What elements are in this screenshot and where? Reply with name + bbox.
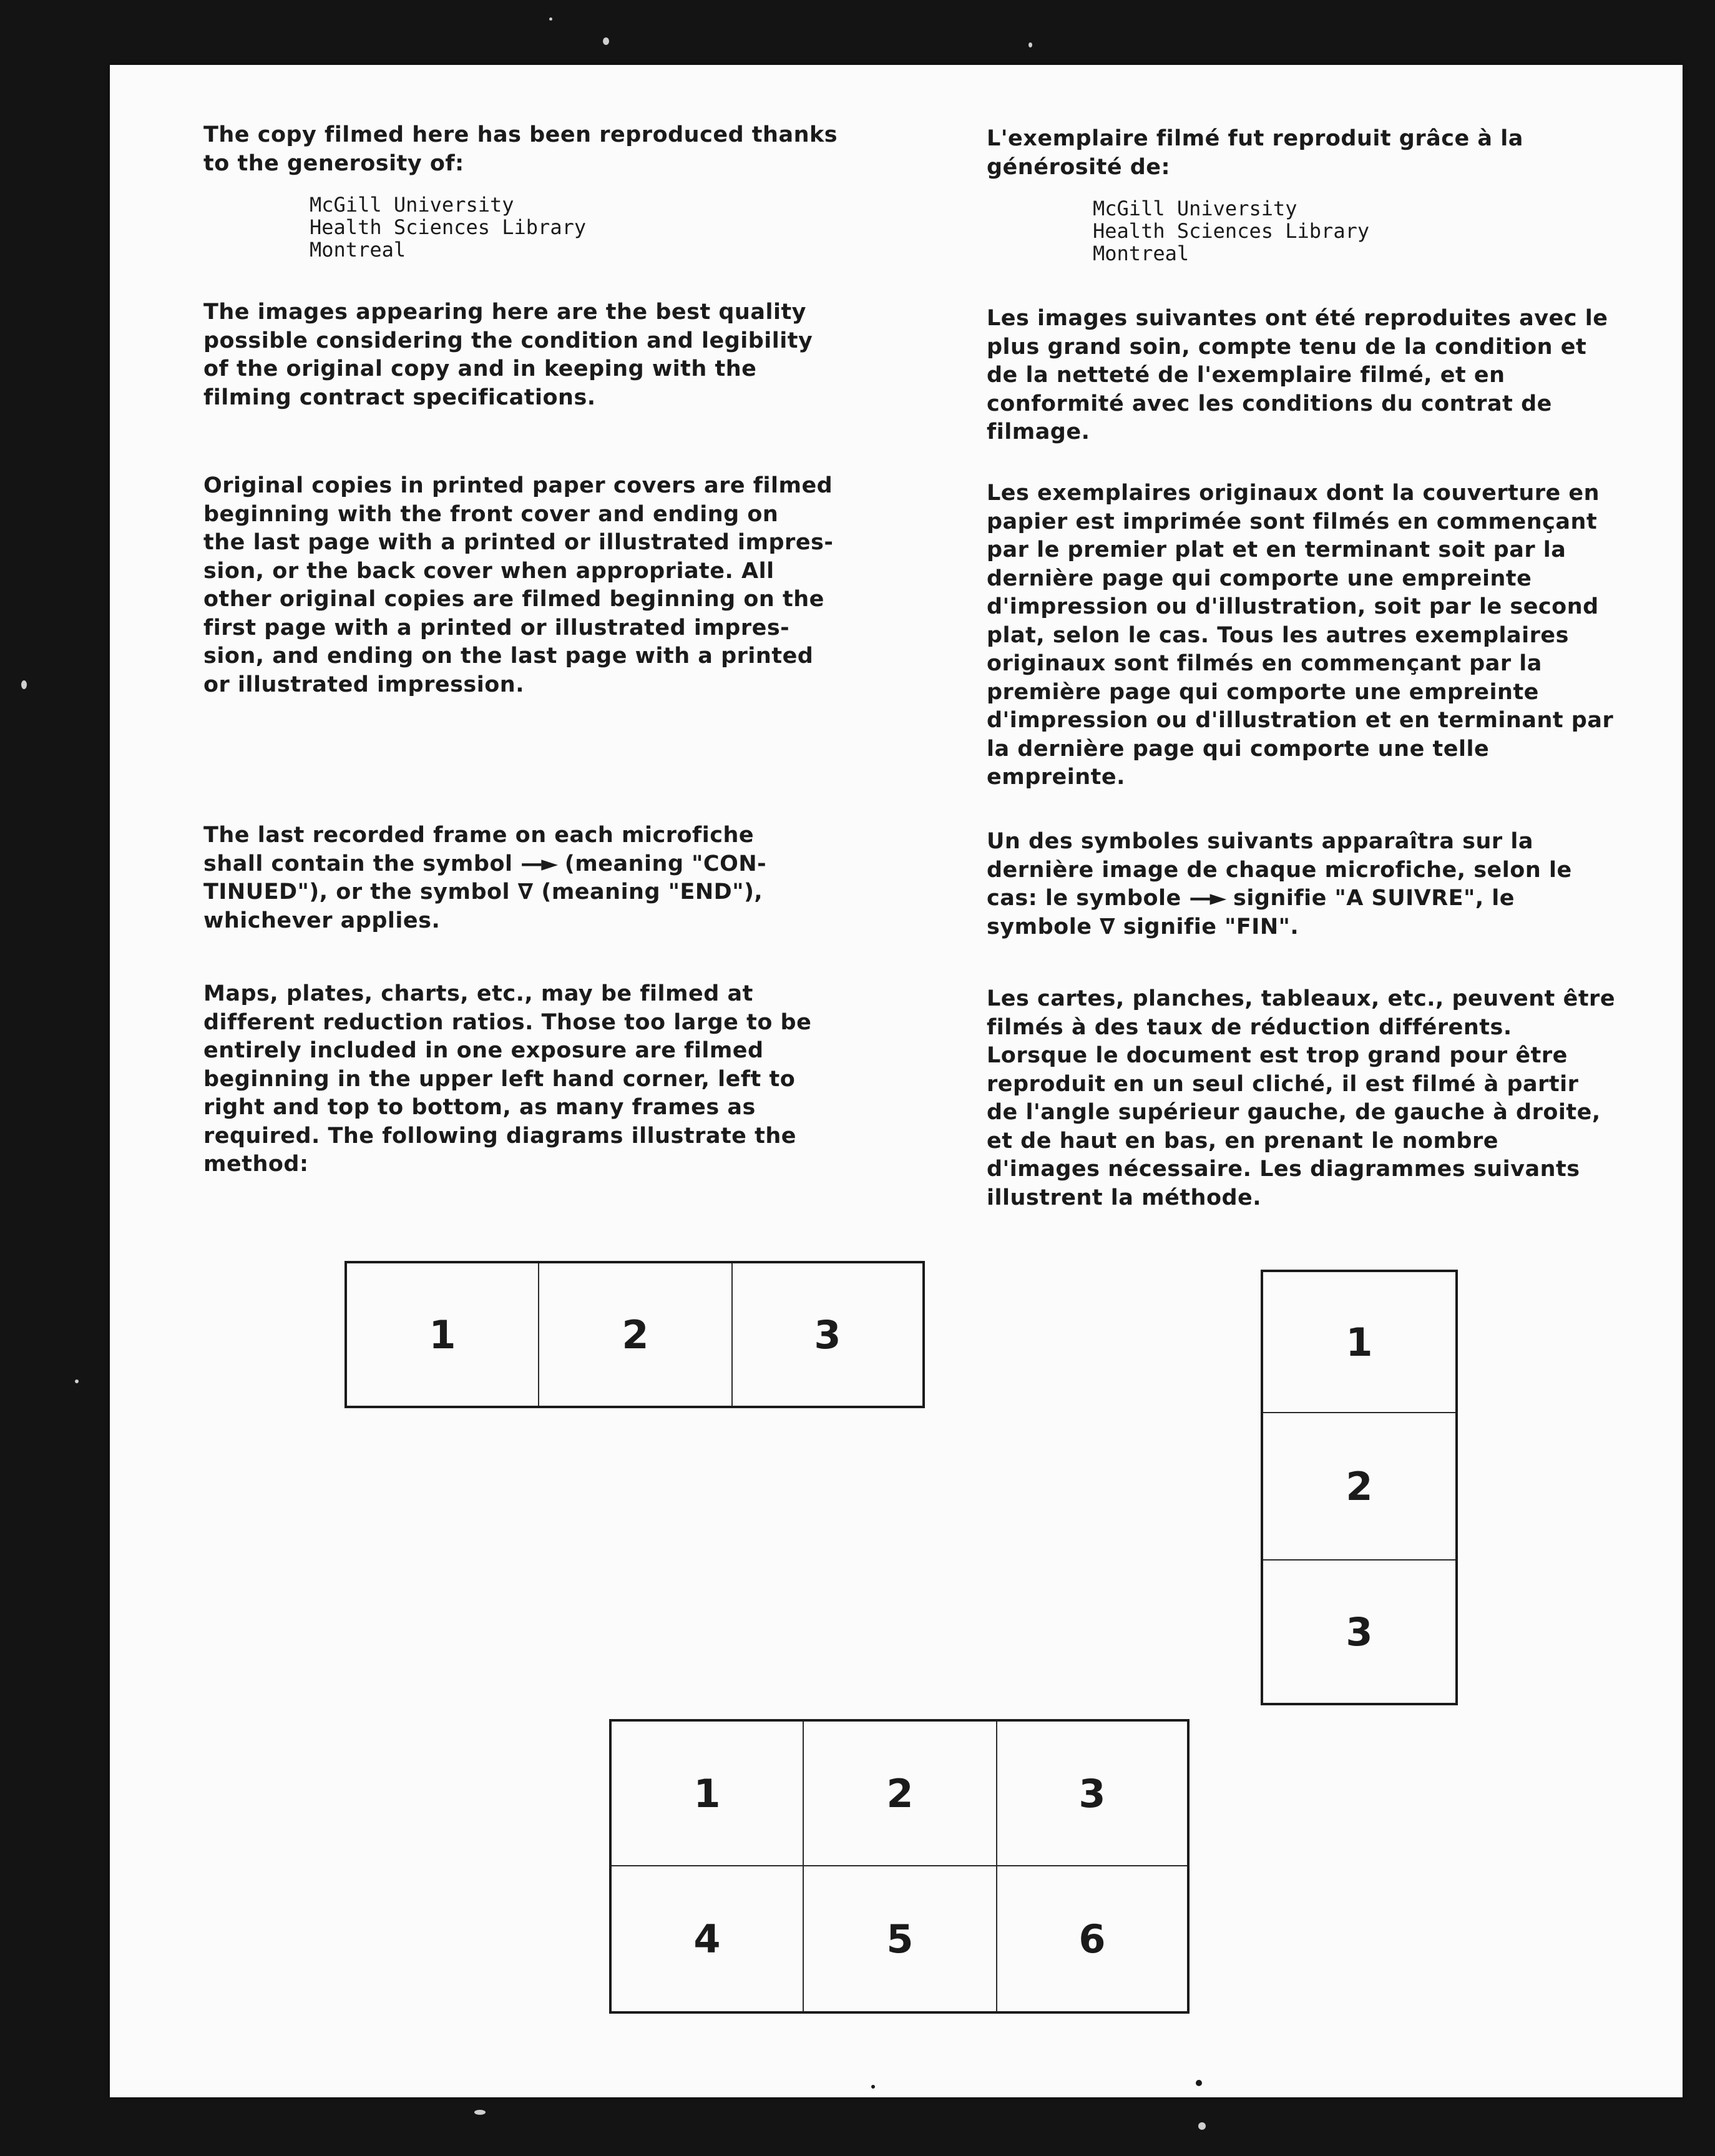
frame-cell: 5 xyxy=(886,1916,914,1962)
text-line: beginning in the upper left hand corner, left to xyxy=(203,1066,796,1092)
en-paragraph-2 xyxy=(203,298,952,412)
text-line: empreinte. xyxy=(987,765,1125,790)
text-line: plus grand soin, compte tenu de la condition et xyxy=(987,334,1587,360)
frame-cell: 1 xyxy=(429,1311,456,1358)
text-line: de l'angle supérieur gauche, de gauche à droite, xyxy=(987,1100,1601,1125)
text-line: d'images nécessaire. Les diagrammes suivants xyxy=(987,1157,1580,1182)
text-line: Original copies in printed paper covers are filmed xyxy=(203,473,833,498)
frame-cell: 1 xyxy=(693,1770,721,1816)
text-line: Un des symboles suivants apparaîtra sur la xyxy=(987,829,1533,854)
text-fragment: shall contain the symbol xyxy=(203,851,521,876)
fr-paragraph-2 xyxy=(987,305,1673,447)
frame-cell: 3 xyxy=(1078,1770,1106,1816)
text-line: Les images suivantes ont été reproduites avec le xyxy=(987,306,1608,331)
text-line: required. The following diagrams illustrate the xyxy=(203,1123,796,1149)
text-line: conformité avec les conditions du contrat de xyxy=(987,391,1552,416)
text-line: Maps, plates, charts, etc., may be filmed at xyxy=(203,981,753,1006)
end-triangle-icon: ∇ xyxy=(517,880,534,904)
end-triangle-icon: ∇ xyxy=(1100,914,1116,939)
text-line: Health Sciences Library xyxy=(310,215,587,239)
diagram-two-by-three-grid xyxy=(609,1719,1190,2014)
en-paragraph-5 xyxy=(203,980,952,1179)
text-line: right and top to bottom, as many frames as xyxy=(203,1095,756,1120)
text-line: The images appearing here are the best quality xyxy=(203,300,806,325)
text-line: plat, selon le cas. Tous les autres exemplaires xyxy=(987,622,1569,648)
fr-paragraph-4 xyxy=(987,828,1673,941)
scan-speck xyxy=(1196,2080,1202,2086)
text-line xyxy=(987,884,1673,913)
text-line: par le premier plat et en terminant soit par la xyxy=(987,537,1566,562)
text-line: papier est imprimée sont filmés en commençant xyxy=(987,509,1598,534)
text-line: originaux sont filmés en commençant par la xyxy=(987,651,1542,676)
en-paragraph-1 xyxy=(203,121,952,178)
text-line: sion, and ending on the last page with a printed xyxy=(203,644,814,669)
frame-cell: 3 xyxy=(1346,1609,1373,1655)
text-line: The last recorded frame on each microfiche xyxy=(203,823,755,848)
text-line: la dernière page qui comporte une telle xyxy=(987,736,1490,762)
scan-speck xyxy=(21,680,27,689)
text-line: de la netteté de l'exemplaire filmé, et en xyxy=(987,363,1505,388)
text-line: Les exemplaires originaux dont la couverture en xyxy=(987,481,1600,506)
frame-cell: 1 xyxy=(1346,1319,1373,1365)
text-line: McGill University xyxy=(310,193,514,217)
en-institution xyxy=(203,194,952,261)
text-line: different reduction ratios. Those too large to be xyxy=(203,1009,812,1035)
text-line: Les cartes, planches, tableaux, etc., peuvent être xyxy=(987,986,1616,1011)
microfiche-notice-page xyxy=(110,65,1683,2097)
text-line: beginning with the front cover and ending on xyxy=(203,501,779,527)
frame-cell: 3 xyxy=(814,1311,841,1358)
text-line: entirely included in one exposure are filmed xyxy=(203,1038,764,1063)
text-line: L'exemplaire filmé fut reproduit grâce à la xyxy=(987,126,1523,151)
text-line xyxy=(987,913,1673,942)
scan-speck xyxy=(474,2110,486,2115)
text-line xyxy=(203,878,952,907)
text-line: of the original copy and in keeping with the xyxy=(203,356,757,381)
continued-arrow-icon: —► xyxy=(1189,886,1226,911)
text-line: d'impression ou d'illustration et en terminant par xyxy=(987,708,1614,733)
text-line: dernière page qui comporte une empreinte xyxy=(987,566,1532,591)
text-line: filmage. xyxy=(987,419,1090,444)
text-line: or illustrated impression. xyxy=(203,672,524,697)
continued-arrow-icon: —► xyxy=(520,851,557,876)
text-line: d'impression ou d'illustration, soit par le second xyxy=(987,594,1599,619)
scan-speck xyxy=(75,1379,79,1383)
text-line: McGill University xyxy=(1093,197,1297,220)
text-line: illustrent la méthode. xyxy=(987,1185,1262,1210)
text-fragment: TINUED"), or the symbol xyxy=(203,880,518,904)
text-line: première page qui comporte une empreinte xyxy=(987,679,1539,705)
text-line: Health Sciences Library xyxy=(1093,219,1370,243)
diagram-vertical-strip xyxy=(1261,1270,1458,1705)
en-paragraph-4 xyxy=(203,821,952,935)
scan-speck xyxy=(1198,2122,1206,2130)
text-line: The copy filmed here has been reproduced thanks xyxy=(203,122,838,147)
text-line: filming contract specifications. xyxy=(203,385,596,410)
text-fragment: (meaning "CON- xyxy=(557,851,767,876)
fr-institution xyxy=(987,197,1673,265)
text-fragment: cas: le symbole xyxy=(987,886,1190,911)
text-line: Montreal xyxy=(1093,242,1190,265)
text-line: dernière image de chaque microfiche, selon le xyxy=(987,857,1572,883)
text-line: possible considering the condition and legibility xyxy=(203,328,813,353)
text-line: Montreal xyxy=(310,238,406,262)
scan-speck xyxy=(549,17,552,21)
scan-speck xyxy=(603,37,609,45)
text-line: first page with a printed or illustrated impres- xyxy=(203,615,790,640)
text-line: reproduit en un seul cliché, il est filmé à partir xyxy=(987,1071,1579,1097)
text-line: Lorsque le document est trop grand pour être xyxy=(987,1043,1568,1068)
text-line: method: xyxy=(203,1152,309,1177)
frame-cell: 4 xyxy=(693,1916,721,1962)
text-line: et de haut en bas, en prenant le nombre xyxy=(987,1128,1498,1154)
text-line: whichever applies. xyxy=(203,908,441,933)
text-fragment: signifie "FIN". xyxy=(1115,914,1299,939)
frame-cell: 2 xyxy=(622,1311,649,1358)
text-line: filmés à des taux de réduction différents. xyxy=(987,1014,1512,1040)
frame-cell: 2 xyxy=(1346,1463,1373,1509)
text-line: générosité de: xyxy=(987,154,1171,180)
scan-speck xyxy=(1029,42,1032,47)
fr-paragraph-5 xyxy=(987,985,1673,1212)
text-fragment: signifie "A SUIVRE", le xyxy=(1225,886,1515,911)
text-fragment: symbole xyxy=(987,914,1100,939)
frame-cell: 6 xyxy=(1078,1916,1106,1962)
text-line xyxy=(203,850,952,879)
text-fragment: (meaning "END"), xyxy=(533,880,763,904)
text-line: sion, or the back cover when appropriate. All xyxy=(203,558,774,584)
text-line: the last page with a printed or illustrated impres- xyxy=(203,530,834,555)
en-paragraph-3 xyxy=(203,472,952,699)
text-line: to the generosity of: xyxy=(203,150,464,176)
scan-speck xyxy=(871,2085,875,2089)
fr-paragraph-3 xyxy=(987,479,1673,792)
diagram-horizontal-strip xyxy=(344,1261,925,1408)
text-line: other original copies are filmed beginning on the xyxy=(203,587,824,612)
frame-cell: 2 xyxy=(886,1770,914,1816)
fr-paragraph-1 xyxy=(987,125,1673,182)
